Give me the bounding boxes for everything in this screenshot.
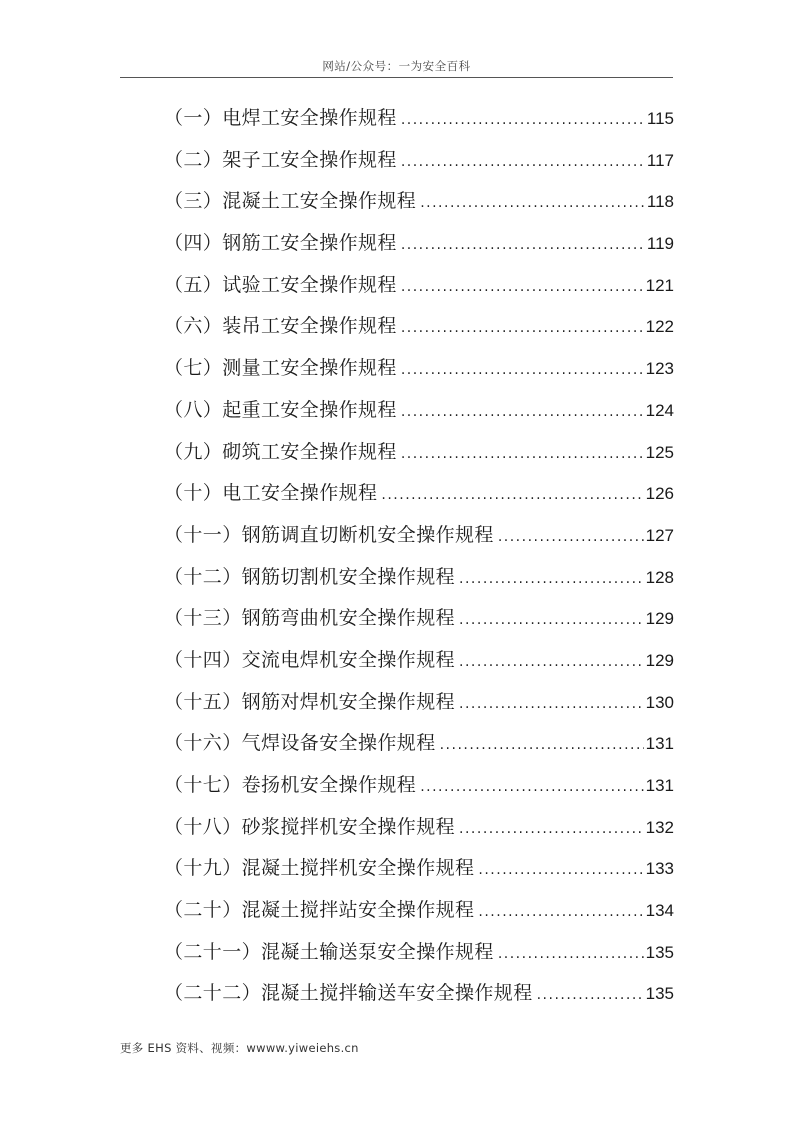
toc-dot-leader [420,767,643,809]
toc-page-number: 132 [645,817,674,837]
toc-entry-title: （十一）钢筋调直切断机安全操作规程 [164,523,494,546]
toc-page-number: 129 [645,609,674,629]
toc-entry-title: （五）试验工安全操作规程 [164,273,397,296]
toc-entry-title: （十）电工安全操作规程 [164,482,378,505]
toc-entry[interactable] [164,181,674,223]
toc-entry-title: （十五）钢筋对焊机安全操作规程 [164,690,456,713]
toc-entry[interactable] [164,557,674,599]
toc-dot-leader [401,267,644,309]
toc-dot-leader [420,183,645,225]
toc-entry-title: （二十一）混凝土输送泵安全操作规程 [164,940,494,963]
toc-page-number: 135 [645,942,674,962]
toc-page-number: 123 [645,359,674,379]
toc-page-number: 128 [645,567,674,587]
toc-dot-leader [478,850,643,892]
toc-entry-title: （十三）钢筋弯曲机安全操作规程 [164,607,456,630]
toc-dot-leader [498,517,644,559]
toc-dot-leader [459,559,644,601]
toc-entry-title: （六）装吊工安全操作规程 [164,315,397,338]
toc-entry-title: （八）起重工安全操作规程 [164,398,397,421]
toc-entry-title: （十六）气焊设备安全操作规程 [164,732,436,755]
toc-dot-leader [459,600,644,642]
toc-page-number: 115 [646,109,674,128]
page-header: 网站/公众号：一为安全百科 [322,59,471,73]
toc-page-number: 122 [645,317,674,337]
toc-entry-title: （九）砌筑工安全操作规程 [164,440,397,463]
toc-entry[interactable] [164,640,674,682]
toc-entry[interactable] [164,723,674,765]
toc-page-number: 131 [645,734,674,754]
toc-entry[interactable] [164,432,674,474]
toc-entry[interactable] [164,682,674,724]
toc-entry-title: （十九）混凝土搅拌机安全操作规程 [164,857,475,880]
toc-entry-title: （一）电焊工安全操作规程 [164,107,397,129]
toc-dot-leader [401,350,644,392]
toc-entry-title: （二）架子工安全操作规程 [164,148,397,171]
toc-entry[interactable] [164,807,674,849]
toc-entry[interactable] [164,515,674,557]
toc-entry[interactable] [164,390,674,432]
toc-entry[interactable] [164,140,674,182]
toc-entry[interactable] [164,306,674,348]
toc-entry[interactable] [164,265,674,307]
toc-entry-title: （十七）卷扬机安全操作规程 [164,774,417,796]
toc-page-number: 117 [646,150,674,170]
toc-dot-leader [459,642,644,684]
toc-entry-title: （十二）钢筋切割机安全操作规程 [164,565,456,588]
table-of-contents [164,98,674,1015]
toc-dot-leader [401,225,645,267]
toc-entry-title: （三）混凝土工安全操作规程 [164,190,417,213]
toc-dot-leader [381,475,643,517]
toc-entry-title: （十四）交流电焊机安全操作规程 [164,648,456,671]
toc-dot-leader [459,809,644,851]
toc-page-number: 119 [646,234,674,254]
toc-page-number: 126 [645,484,674,504]
toc-dot-leader [478,892,643,934]
toc-page-number: 124 [645,400,674,420]
toc-entry[interactable] [164,848,674,890]
toc-entry[interactable] [164,765,674,807]
toc-page-number: 135 [645,984,674,1004]
toc-dot-leader [401,100,645,142]
toc-page-number: 121 [645,275,674,295]
toc-entry[interactable] [164,890,674,932]
toc-dot-leader [440,725,644,767]
toc-dot-leader [401,308,644,350]
toc-entry[interactable] [164,348,674,390]
toc-page-number: 131 [645,776,674,795]
header-divider [120,77,673,78]
toc-page-number: 127 [645,525,674,545]
toc-entry-title: （七）测量工安全操作规程 [164,357,397,380]
toc-entry[interactable] [164,973,674,1015]
toc-page-number: 125 [645,442,674,462]
toc-dot-leader [498,934,644,976]
toc-entry[interactable] [164,98,674,140]
toc-dot-leader [537,975,644,1017]
toc-entry[interactable] [164,932,674,974]
toc-entry-title: （二十）混凝土搅拌站安全操作规程 [164,899,475,922]
toc-page-number: 130 [645,692,674,712]
toc-page-number: 133 [645,859,674,879]
toc-page-number: 118 [646,192,674,212]
toc-entry[interactable] [164,473,674,515]
toc-entry[interactable] [164,598,674,640]
page-footer: 更多 EHS 资料、视频：wwww.yiweiehs.cn [120,1041,359,1055]
toc-dot-leader [401,142,645,184]
toc-dot-leader [459,684,644,726]
toc-page-number: 129 [645,650,674,670]
toc-dot-leader [401,392,644,434]
toc-entry-title: （二十二）混凝土搅拌输送车安全操作规程 [164,982,533,1005]
toc-entry-title: （十八）砂浆搅拌机安全操作规程 [164,815,456,838]
toc-entry-title: （四）钢筋工安全操作规程 [164,232,397,255]
toc-entry[interactable] [164,223,674,265]
toc-dot-leader [401,434,644,476]
toc-page-number: 134 [645,901,674,921]
